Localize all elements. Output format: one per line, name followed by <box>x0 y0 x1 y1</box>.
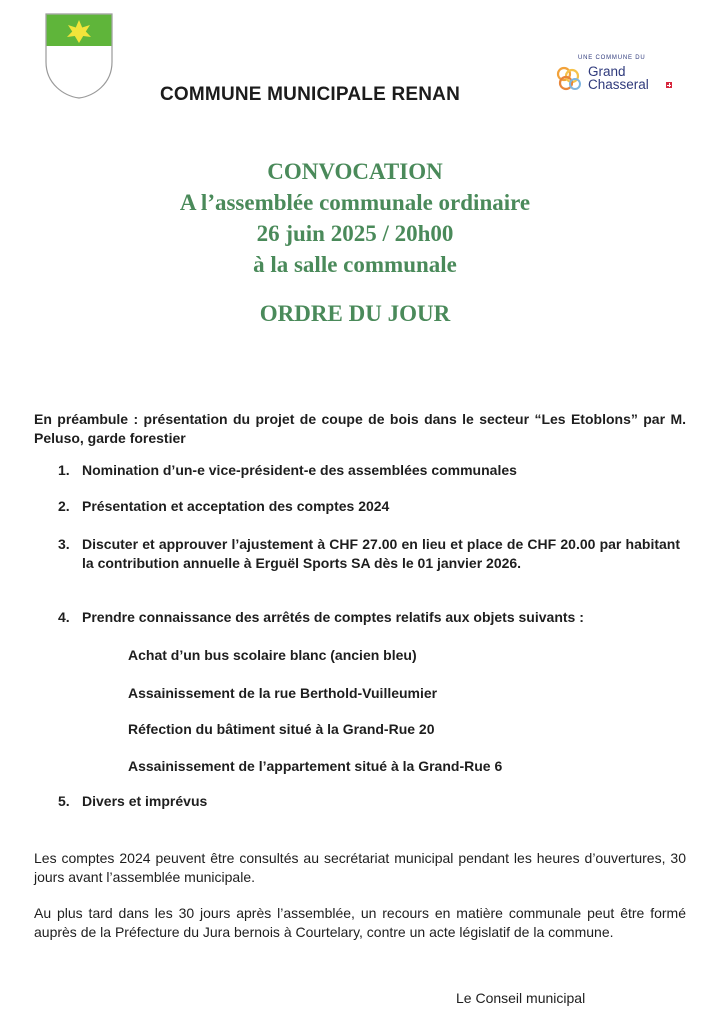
agenda-item-number: 2. <box>58 498 70 514</box>
agenda-item-text: Discuter et approuver l’ajustement à CHF 27.00 en lieu et place de CHF 20.00 par habitant la contribution annuelle à Erguël Sports SA dès le 01 janvier 2026. <box>82 536 680 571</box>
partner-name-line2: Chasseral <box>588 77 649 92</box>
assembly-date: 26 juin 2025 / 20h00 <box>256 221 454 246</box>
agenda-item-text: Divers et imprévus <box>82 793 208 809</box>
agenda-item-number: 5. <box>58 793 70 809</box>
agenda-subitem: Assainissement de l’appartement situé à la Grand-Rue 6 <box>128 758 503 774</box>
agenda-subitem: Réfection du bâtiment situé à la Grand-Rue 20 <box>128 721 435 737</box>
swiss-flag-icon <box>666 82 672 88</box>
accounts-consultation-note: Les comptes 2024 peuvent être consultés au secrétariat municipal pendant les heures d’ouvertures, 30 jours avant l’assemblée municipale. <box>34 850 686 885</box>
agenda-item-text: Présentation et acceptation des comptes 2024 <box>82 498 390 514</box>
grand-chasseral-mark-icon <box>554 64 586 94</box>
agenda-item-number: 1. <box>58 462 70 478</box>
agenda-heading: ORDRE DU JOUR <box>259 301 451 326</box>
assembly-location: à la salle communale <box>253 252 457 277</box>
agenda-item-text: Nomination d’un-e vice-président-e des assemblées communales <box>82 462 517 478</box>
agenda-item-number: 3. <box>58 536 70 552</box>
assembly-subtitle: A l’assemblée communale ordinaire <box>179 190 531 215</box>
grand-chasseral-logo <box>552 52 682 102</box>
agenda-item-number: 4. <box>58 609 70 625</box>
coat-of-arms-star-icon <box>44 12 114 100</box>
agenda-subitem: Assainissement de la rue Berthold-Vuilleumier <box>128 685 438 701</box>
partner-name-line1: Grand <box>588 64 626 79</box>
convocation-title: CONVOCATION <box>267 159 443 184</box>
appeal-note: Au plus tard dans les 30 jours après l’assemblée, un recours en matière communale peut être formé auprès de la Préfecture du Jura bernois à Courtelary, contre un acte législatif de la commune. <box>34 905 686 940</box>
agenda-item-text: Prendre connaissance des arrêtés de comptes relatifs aux objets suivants : <box>82 609 584 625</box>
page-header-title: COMMUNE MUNICIPALE RENAN <box>160 84 460 105</box>
partner-tagline: UNE COMMUNE DU <box>578 55 646 61</box>
agenda-item <box>58 535 683 592</box>
signature: Le Conseil municipal <box>456 990 586 1006</box>
preamble-text: En préambule : présentation du projet de coupe de bois dans le secteur “Les Etoblons” par M. Peluso, garde forestier <box>34 411 686 446</box>
agenda-subitem: Achat d’un bus scolaire blanc (ancien bleu) <box>128 647 417 663</box>
